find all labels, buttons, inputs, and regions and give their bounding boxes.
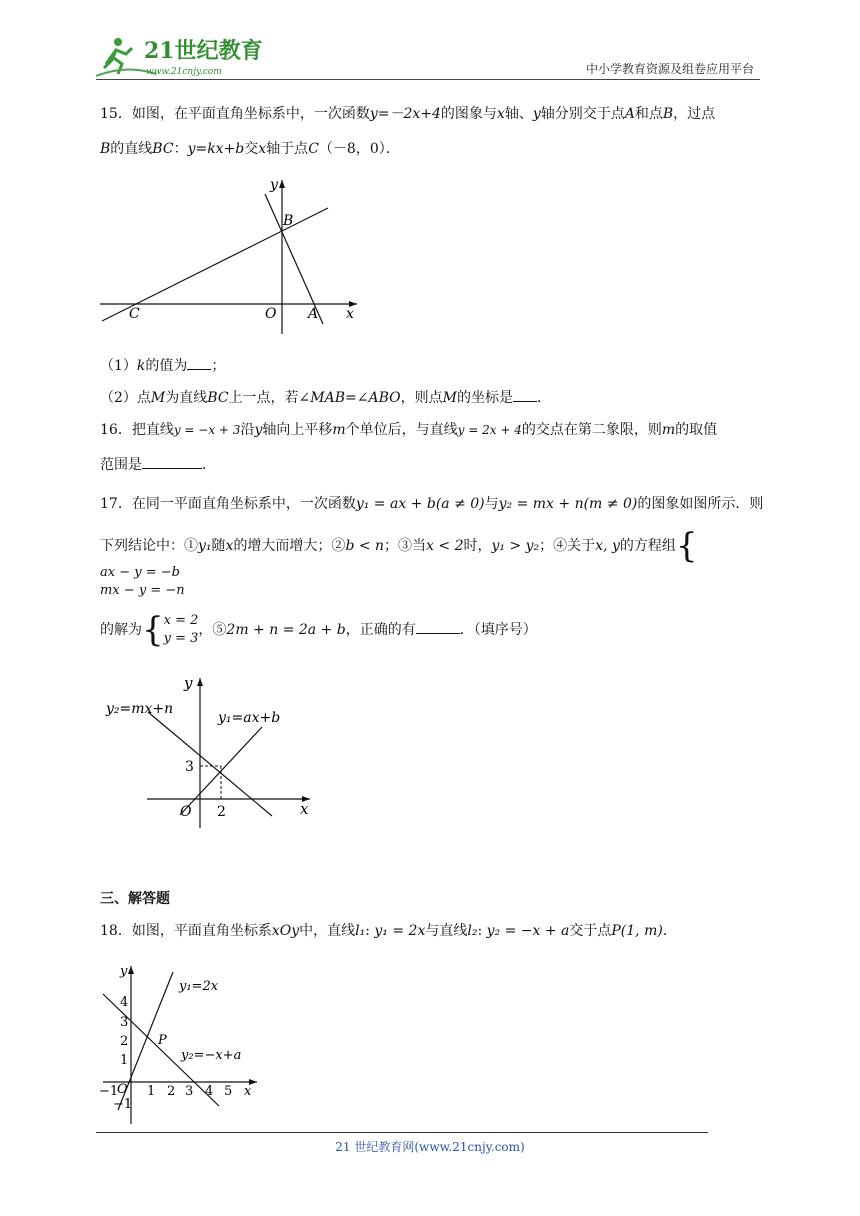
section-heading: 三、解答题 [100, 891, 170, 907]
svg-text:O: O [265, 306, 277, 322]
svg-text:−1: −1 [99, 1084, 119, 1099]
svg-text:4: 4 [205, 1084, 214, 1099]
logo-text: 21世纪教育 [144, 38, 263, 64]
svg-text:1: 1 [120, 1053, 129, 1068]
q17-figure [100, 670, 330, 830]
svg-text:y₁=ax+b: y₁=ax+b [218, 710, 281, 726]
question-15-part2: （2）点M为直线BC上一点，若∠MAB=∠ABO，则点M的坐标是 ． [100, 387, 765, 408]
question-16: 16．把直线y = −x + 3沿y轴向上平移m个单位后，与直线y = 2x + 4的交点在第二象限，则m的取值 [100, 422, 718, 438]
svg-text:y: y [270, 177, 278, 193]
question-17-line3: 的解为{x = 2 y = 3，⑤2m + n = 2a + b，正确的有 ．（填序号） [100, 610, 537, 650]
svg-text:x: x [300, 800, 309, 818]
question-18: 18．如图，平面直角坐标系xOy中，直线l₁: y₁ = 2x与直线l₂: y₂ = −x + a交于点P(1, m)． [100, 923, 677, 939]
svg-text:5: 5 [224, 1084, 233, 1099]
svg-text:3: 3 [185, 1084, 194, 1099]
svg-text:−1: −1 [113, 1097, 133, 1112]
svg-text:O: O [117, 1082, 128, 1097]
answer-blank[interactable] [142, 454, 202, 469]
answer-blank[interactable] [513, 387, 537, 402]
svg-text:3: 3 [185, 759, 194, 775]
logo-url: www.21cnjy.com [146, 67, 222, 77]
svg-text:P: P [158, 1033, 167, 1048]
svg-text:C: C [129, 306, 140, 322]
svg-text:3: 3 [120, 1015, 129, 1030]
svg-text:B: B [283, 213, 294, 229]
header-divider [96, 79, 760, 80]
svg-text:A: A [308, 306, 319, 322]
svg-text:y₂=−x+a: y₂=−x+a [181, 1048, 242, 1063]
logo [96, 34, 296, 78]
svg-text:1: 1 [147, 1084, 156, 1099]
question-16-line2: 范围是 ． [100, 454, 765, 475]
footer-divider [96, 1132, 708, 1133]
svg-text:x: x [346, 306, 354, 322]
svg-text:y: y [184, 674, 193, 692]
question-15-line2: B的直线BC：y=kx+b交x轴于点C（－8，0）． [100, 141, 400, 157]
platform-name: 中小学教育资源及组卷应用平台 [585, 62, 754, 76]
question-15: 15．如图，在平面直角坐标系中，一次函数y=－2x+4的图象与x轴、y轴分别交于点A和点B，过点 [100, 106, 716, 122]
line-y2 [148, 712, 272, 816]
footer[interactable]: 21 世纪教育网(www.21cnjy.com) [335, 1140, 525, 1154]
question-17-line2: 下列结论中：①y₁随x的增大而增大；②b < n；③当x < 2时，y₁ > y₂；④关于x, y的方程组{ax − y = −b mx − y = −n [100, 526, 698, 598]
svg-text:2: 2 [120, 1034, 129, 1049]
svg-text:2: 2 [217, 804, 226, 820]
svg-text:O: O [180, 804, 192, 820]
svg-text:y: y [120, 964, 128, 979]
svg-text:y₂=mx+n: y₂=mx+n [106, 701, 174, 717]
svg-text:x: x [244, 1084, 252, 1099]
q15-figure [95, 172, 365, 340]
answer-blank[interactable] [187, 355, 211, 370]
page-header [96, 34, 760, 80]
svg-text:2: 2 [167, 1084, 176, 1099]
question-15-part1: （1）k的值为 ； [100, 355, 765, 376]
q18-figure [95, 958, 265, 1130]
answer-blank[interactable] [416, 619, 460, 634]
svg-text:4: 4 [120, 995, 129, 1010]
svg-text:y₁=2x: y₁=2x [179, 979, 219, 994]
question-17: 17．在同一平面直角坐标系中，一次函数y₁ = ax + b(a ≠ 0)与y₂ = mx + n(m ≠ 0)的图象如图所示．则 [100, 496, 764, 512]
